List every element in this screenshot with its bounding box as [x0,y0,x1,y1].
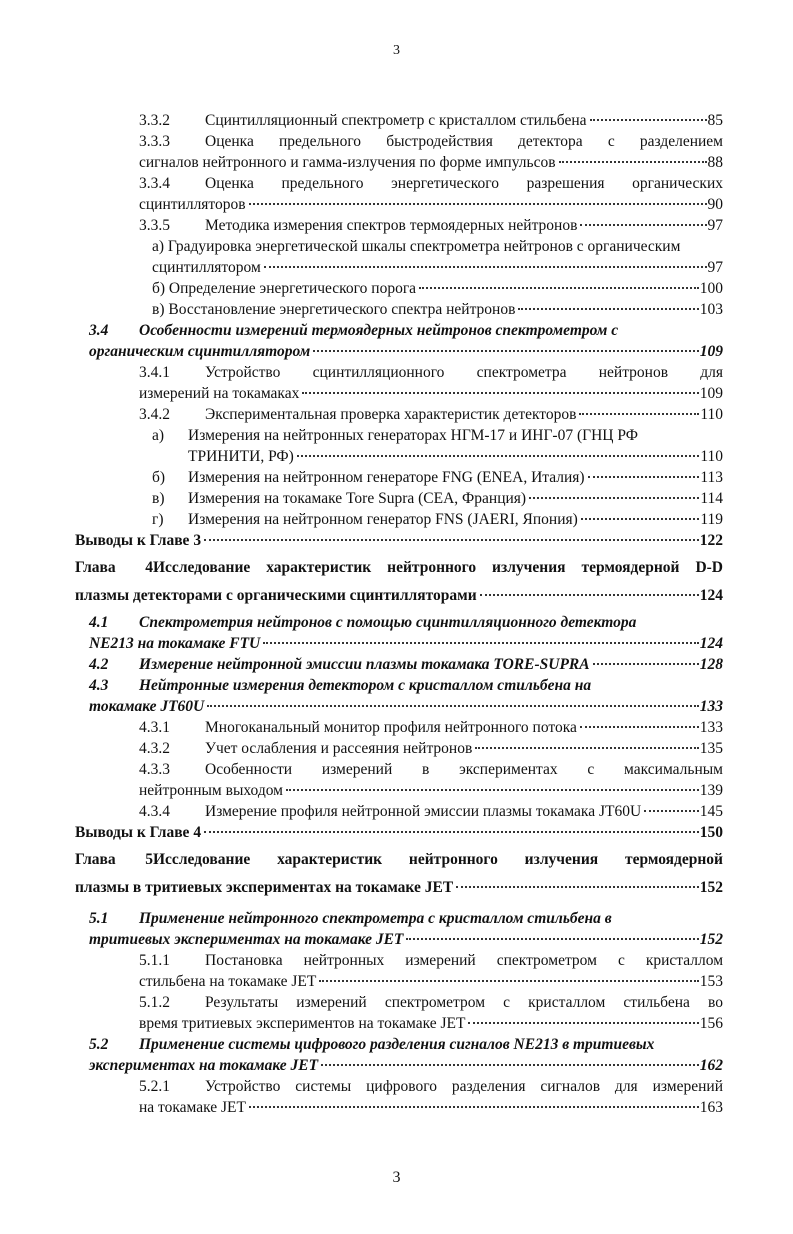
toc-title: Спектрометрия нейтронов с помощью сцинтилляционного детектора [139,614,637,631]
toc-page: 135 [699,740,723,757]
dot-leader [529,497,699,499]
toc-entry-5-2-line1[interactable] [89,1034,723,1055]
toc-entry-4-1-line1[interactable] [89,612,723,633]
dot-leader [204,539,699,541]
toc-title-cont: нейтронным выходом [139,782,283,799]
toc-entry-5-2-1-line2[interactable] [139,1097,723,1118]
toc-title-cont: на токамаке JET [139,1099,246,1116]
dot-leader [581,518,700,520]
toc-number: 3.3.2 [139,112,170,129]
toc-entry-5-1-2-line2[interactable] [139,1013,723,1034]
toc-number: 3.3.4 [139,175,170,192]
toc-title: Оценка предельного быстродействия детектора с разделением [205,133,723,150]
toc-title-cont: токамаке JT60U [89,698,205,715]
toc-entry-3-4-1-line2[interactable] [139,383,723,404]
toc-title: Учет ослабления и рассеяния нейтронов [205,740,473,757]
dot-leader [580,726,699,728]
toc-title: Экспериментальная проверка характеристик детекторов [205,406,577,423]
toc-page: 97 [707,259,723,276]
toc-page: 119 [700,511,723,528]
toc-page: 90 [707,196,723,213]
toc-title: Исследование характеристик нейтронного излучения термоядерной [153,851,723,868]
toc-number: 4.3.2 [139,740,170,757]
toc-number: а) [152,427,165,444]
toc-entry-3-3-4-line1[interactable] [139,173,723,194]
toc-page: 133 [699,719,723,736]
toc-number: 3.3.3 [139,133,170,150]
toc-entry-4-3-3-line2[interactable] [139,780,723,801]
dot-leader [406,938,698,940]
toc-number: 4.2 [89,656,109,673]
toc-entry-3-3-4-line2[interactable] [139,194,723,215]
toc-entry-3-4-line1[interactable] [89,320,723,341]
toc-title-cont: стильбена на токамаке JET [139,973,317,990]
toc-number: 4.3.1 [139,719,170,736]
dot-leader [204,831,699,833]
toc-page: 133 [699,698,723,715]
toc-title-cont: измерений на токамаках [139,385,300,402]
toc-number: г) [152,511,164,528]
toc-page: 153 [699,973,723,990]
toc-page: 110 [700,448,723,465]
toc-page: 163 [699,1099,723,1116]
toc-title: Измерения на нейтронном генераторе FNG (ENEA, Италия) [188,469,585,486]
toc-entry-4-3-line1[interactable] [89,675,723,696]
toc-entry-3-3-3-line1[interactable] [139,131,723,152]
toc-number: в) [152,490,165,507]
toc-page: 103 [699,301,723,318]
dot-leader [580,224,706,226]
toc-entry-5-1-1-line1[interactable] [139,950,723,971]
toc-page: 114 [700,490,723,507]
toc-page: 100 [699,280,723,297]
toc-page: 124 [699,635,723,652]
toc-page: 124 [699,587,723,604]
toc-entry-4-2[interactable] [89,654,723,675]
toc-title: Устройство сцинтилляционного спектрометра нейтронов для [205,364,723,381]
dot-leader [590,119,707,121]
dot-leader [579,413,699,415]
toc-entry-3-3-5a-line2[interactable] [152,257,723,278]
toc-entry-3-3-5v[interactable] [152,299,723,320]
toc-entry-chapter-5-line1[interactable] [75,849,723,870]
toc-title: Измерения на нейтронных генераторах НГМ-17 и ИНГ-07 (ГНЦ РФ [188,427,638,444]
toc-entry-5-2-line2[interactable] [89,1055,723,1076]
toc-page: 139 [699,782,723,799]
dot-leader [263,642,699,644]
toc-title: Выводы к Главе 3 [75,532,202,549]
toc-entry-3-4-2b[interactable] [152,467,723,488]
dot-leader [207,705,698,707]
toc-number: 5.1 [89,910,109,927]
toc-entry-4-3-line2[interactable] [89,696,723,717]
toc-title: Особенности измерений термоядерных нейтронов спектрометром с [139,322,619,339]
toc-entry-3-4-2g[interactable] [152,509,723,530]
toc-title: Нейтронные измерения детектором с кристаллом стильбена на [139,677,592,694]
toc-number: 4.3.4 [139,803,170,820]
toc-title: Применение системы цифрового разделения сигналов NE213 в тритиевых [139,1036,655,1053]
dot-leader [456,886,699,888]
toc-title-cont: плазмы в тритиевых экспериментах на токамаке JET [75,879,454,896]
toc-entry-3-4-line2[interactable] [89,341,723,362]
toc-title: Измерение нейтронной эмиссии плазмы токамака TORE-SUPRA [139,656,590,673]
toc-entry-4-3-2[interactable] [139,738,723,759]
dot-leader [475,747,698,749]
toc-entry-3-3-2[interactable] [139,110,723,131]
toc-page: 152 [699,931,723,948]
toc-number: 4.1 [89,614,109,631]
toc-number: 5.2.1 [139,1078,170,1095]
dot-leader [480,594,699,596]
toc-entry-3-3-5[interactable] [139,215,723,236]
toc-title-cont: тритиевых экспериментах на токамаке JET [89,931,404,948]
toc-title: Исследование характеристик нейтронного излучения термоядерной D-D [153,559,723,576]
toc-page: 128 [699,656,723,673]
toc-title: Сцинтилляционный спектрометр с кристаллом стильбена [205,112,587,129]
toc-entry-chapter-4-line1[interactable] [75,557,723,578]
toc-entry-5-1-line1[interactable] [89,908,723,929]
toc-number: 5.1.1 [139,952,170,969]
toc-page: 97 [707,217,723,234]
toc-page: 85 [707,112,723,129]
toc-title: Оценка предельного энергетического разрешения органических [205,175,723,192]
toc-number: б) [152,469,166,486]
dot-leader [297,455,699,457]
toc-page: 122 [699,532,723,549]
toc-page: 150 [699,824,723,841]
toc-entry-5-1-line2[interactable] [89,929,723,950]
toc-title-cont: ТРИНИТИ, РФ) [188,448,294,465]
page-number-bottom: 3 [392,1169,401,1186]
dot-leader [313,350,698,352]
toc-entry-4-3-4[interactable] [139,801,723,822]
toc-entry-conclusions-ch4[interactable] [75,822,723,843]
dot-leader [319,980,698,982]
toc-entry-3-4-2a-line2[interactable] [188,446,723,467]
toc-page: 156 [699,1015,723,1032]
toc-number: 5.1.2 [139,994,170,1011]
toc-entry-chapter-5-line2[interactable] [75,877,723,898]
toc-title: а) Градуировка энергетической шкалы спектрометра нейтронов с органическим [152,238,681,255]
toc-title-cont: время тритиевых экспериментов на токамаке JET [139,1015,466,1032]
toc-page: 88 [707,154,723,171]
toc-title: б) Определение энергетического порога [152,280,417,297]
toc-title-cont: сцинтилляторов [139,196,246,213]
toc-title: Выводы к Главе 4 [75,824,202,841]
toc-entry-3-3-5b[interactable] [152,278,723,299]
toc-entry-3-4-2v[interactable] [152,488,723,509]
toc-title-cont: сцинтиллятором [152,259,261,276]
toc-page: 162 [699,1057,723,1074]
dot-leader [302,392,698,394]
dot-leader [644,810,699,812]
toc-title: Применение нейтронного спектрометра с кристаллом стильбена в [139,910,612,927]
toc-page: 109 [699,343,723,360]
dot-leader [559,161,707,163]
toc-page: 113 [700,469,723,486]
dot-leader [249,203,707,205]
toc-entry-5-1-1-line2[interactable] [139,971,723,992]
toc-page: 109 [699,385,723,402]
toc-number: 3.4.1 [139,364,170,381]
toc-title: Измерения на токамаке Tore Supra (CEA, Франция) [188,490,527,507]
toc-page: 110 [700,406,723,423]
toc-entry-3-4-1-line1[interactable] [139,362,723,383]
toc-number: 4.3 [89,677,109,694]
toc-entry-3-4-2a-line1[interactable] [152,425,723,446]
toc-title: Методика измерения спектров термоядерных нейтронов [205,217,578,234]
toc-number: 3.3.5 [139,217,170,234]
toc-title: Особенности измерений в экспериментах с максимальным [205,761,723,778]
dot-leader [588,476,700,478]
toc-number: 3.4 [89,322,109,339]
toc-title-cont: органическим сцинтиллятором [89,343,311,360]
dot-leader [264,266,707,268]
toc-page: 145 [699,803,723,820]
toc-number: Глава 5 [75,851,153,868]
toc-title: Устройство системы цифрового разделения сигналов для измерений [205,1078,723,1095]
dot-leader [321,1064,699,1066]
toc-entry-5-2-1-line1[interactable] [139,1076,723,1097]
toc-entry-4-3-3-line1[interactable] [139,759,723,780]
toc-entry-chapter-4-line2[interactable] [75,585,723,606]
toc-number: 5.2 [89,1036,109,1053]
dot-leader [518,308,698,310]
toc-number: Глава 4 [75,559,153,576]
toc-entry-3-3-3-line2[interactable] [139,152,723,173]
dot-leader [286,789,699,791]
toc-title: Измерение профиля нейтронной эмиссии плазмы токамака JT60U [205,803,642,820]
toc-entry-5-1-2-line1[interactable] [139,992,723,1013]
toc-title-cont: NE213 на токамаке FTU [89,635,261,652]
toc-title-cont: сигналов нейтронного и гамма-излучения по форме импульсов [139,154,556,171]
toc-title: Постановка нейтронных измерений спектрометром с кристаллом [205,952,723,969]
toc-number: 3.4.2 [139,406,170,423]
toc-title-cont: экспериментах на токамаке JET [89,1057,319,1074]
dot-leader [419,287,699,289]
toc-entry-3-3-5a-line1[interactable] [152,236,728,257]
toc-title: Многоканальный монитор профиля нейтронного потока [205,719,577,736]
toc-title-cont: плазмы детекторами с органическими сцинтилляторами [75,587,477,604]
dot-leader [249,1106,699,1108]
page-number-top: 3 [393,43,400,58]
toc-title: Результаты измерений спектрометром с кристаллом стильбена во [205,994,723,1011]
toc-page: 152 [699,879,723,896]
dot-leader [468,1022,698,1024]
toc-title: в) Восстановление энергетического спектра нейтронов [152,301,516,318]
toc-entry-4-3-1[interactable] [139,717,723,738]
toc-entry-4-1-line2[interactable] [89,633,723,654]
toc-entry-conclusions-ch3[interactable] [75,530,723,551]
toc-number: 4.3.3 [139,761,170,778]
dot-leader [593,663,699,665]
toc-entry-3-4-2[interactable] [139,404,723,425]
toc-title: Измерения на нейтронном генератор FNS (JAERI, Япония) [188,511,578,528]
